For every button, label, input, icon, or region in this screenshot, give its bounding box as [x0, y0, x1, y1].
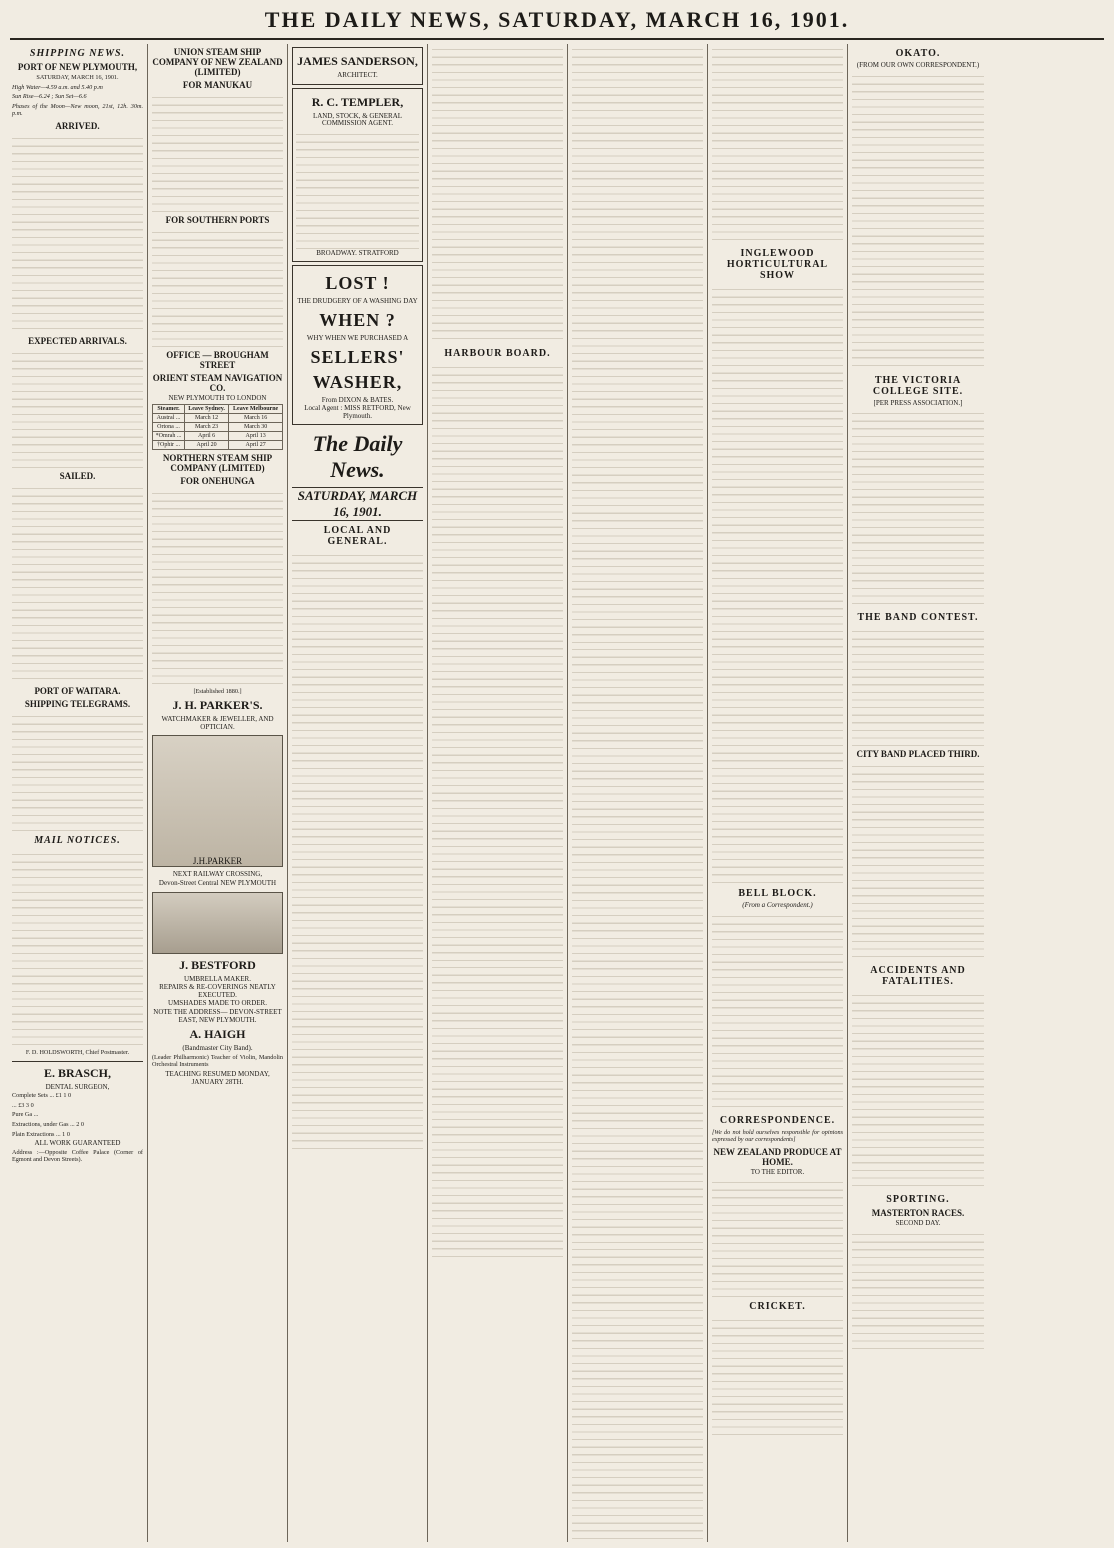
accidents-text: [852, 990, 984, 1190]
onehunga-text: [152, 488, 283, 688]
templer-name: R. C. TEMPLER,: [311, 94, 404, 109]
brasch-note: ALL WORK GUARANTEED: [34, 1139, 121, 1148]
okato-text: [852, 71, 984, 371]
templer-ad: [292, 88, 423, 263]
southern-heading: FOR SOUTHERN PORTS: [165, 215, 270, 225]
table-header: Leave Sydney.: [184, 404, 228, 413]
harbour-text-col5: [572, 44, 703, 644]
port-heading: PORT OF NEW PLYMOUTH,: [17, 62, 138, 72]
inglewood-heading: INGLEWOOD HORTICULTURAL SHOW: [726, 248, 829, 281]
to-editor: TO THE EDITOR.: [750, 1167, 805, 1176]
umbrella-illustration: [152, 892, 283, 954]
washer-from: From DIXON & BATES.: [321, 395, 394, 404]
bell-block-heading: BELL BLOCK.: [738, 888, 817, 899]
harbour-text: [432, 362, 563, 962]
orient-heading: ORIENT STEAM NAVIGATION CO.: [152, 373, 283, 393]
templer-text: [296, 129, 419, 249]
daily-news-logo: The Daily News.: [312, 431, 403, 483]
haigh-text: (Leader Philharmonic) Teacher of Violin, Mandolin Orchestral Instruments: [152, 1053, 283, 1069]
correspondence-heading: CORRESPONDENCE.: [719, 1114, 836, 1126]
washer-heading: WASHER,: [312, 371, 403, 392]
washer-ad: [292, 265, 423, 425]
parker-sub: WATCHMAKER & JEWELLER, AND OPTICIAN.: [161, 715, 274, 731]
column-harbour-cont: [568, 44, 708, 1542]
bell-block-sub: (From a Correspondent.): [742, 901, 813, 909]
when-heading: WHEN ?: [319, 309, 396, 330]
expected-heading: EXPECTED ARRIVALS.: [28, 335, 127, 346]
table-header: Steamer.: [153, 404, 185, 413]
brasch-name: E. BRASCH,: [43, 1065, 111, 1080]
bestford-sub: UMBRELLA MAKER.: [184, 974, 251, 983]
local-general-heading: LOCAL AND GENERAL.: [323, 525, 392, 548]
bestford-line: REPAIRS & RE-COVERINGS NEATLY EXECUTED.: [159, 983, 276, 999]
city-band-text: [852, 761, 984, 961]
washer-agent: Local Agent : MISS RETFORD, New Plymouth.: [304, 404, 411, 420]
why-text: WHY WHEN WE PURCHASED A: [306, 333, 409, 342]
templer-sub: LAND, STOCK, & GENERAL COMMISSION AGENT.: [312, 111, 403, 128]
column-harbour: [428, 44, 568, 1542]
brasch-row: Complete Sets ... £1 1 0: [12, 1092, 72, 1100]
waitara-heading: PORT OF WAITARA.: [34, 685, 121, 696]
parker-address: Devon-Street Central NEW PLYMOUTH: [158, 878, 277, 887]
onehunga-heading: FOR ONEHUNGA: [180, 475, 255, 486]
mail-text: [12, 849, 143, 1049]
postmaster: F. D. HOLDSWORTH, Chief Postmaster.: [25, 1048, 130, 1056]
second-day: SECOND DAY.: [895, 1219, 941, 1228]
table-row: *Omrah ... April 6 April 13: [153, 431, 283, 440]
table-row: Austral ... March 12 March 16: [153, 413, 283, 422]
telegrams-text: [12, 711, 143, 831]
sporting-heading: SPORTING.: [886, 1194, 950, 1206]
sanderson-ad: [292, 47, 423, 85]
sailed-heading: SAILED.: [59, 470, 96, 481]
band-text: [852, 626, 984, 746]
orient-sub: NEW PLYMOUTH TO LONDON: [168, 394, 267, 402]
brasch-row: Pure Ga ...: [12, 1111, 39, 1119]
victoria-text: [852, 408, 984, 608]
sanderson-sub: ARCHITECT.: [337, 71, 378, 79]
parker-name: J. H. PARKER'S.: [172, 698, 263, 713]
correspondence-note: [We do not hold ourselves responsible for opinions expressed by our correspondents]: [712, 1128, 843, 1144]
shop-sign: J.H.PARKER: [192, 856, 243, 867]
haigh-resume: TEACHING RESUMED MONDAY, JANUARY 28TH.: [165, 1069, 270, 1086]
lost-heading: LOST !: [325, 273, 390, 294]
drudgery: THE DRUDGERY OF A WASHING DAY: [297, 297, 418, 306]
table-row: †Ophir ... April 20 April 27: [153, 440, 283, 449]
bestford-line: UMSHADES MADE TO ORDER.: [168, 999, 267, 1008]
sailed-text: [12, 483, 143, 683]
brasch-row: Extractions, under Gas ... 2 0: [12, 1120, 84, 1128]
harbour-text-cont: [432, 962, 563, 1262]
harbour-text-col5c: [572, 1244, 703, 1542]
article-text: [432, 44, 563, 344]
article-text: [712, 44, 843, 244]
southern-text: [152, 227, 283, 347]
sellers-heading: SELLERS': [310, 346, 405, 367]
page-columns: [8, 44, 1106, 1542]
harbour-text-col5b: [572, 644, 703, 1244]
brasch-row: Plain Extractions ... 1 0: [12, 1130, 70, 1138]
harbour-heading: HARBOUR BOARD.: [444, 348, 551, 359]
masthead-title: THE DAILY NEWS, SATURDAY, MARCH 16, 1901.: [264, 7, 850, 32]
orient-table: [152, 404, 283, 450]
accidents-heading: ACCIDENTS AND FATALITIES.: [870, 965, 966, 988]
parker-location: NEXT RAILWAY CROSSING,: [172, 870, 263, 879]
cricket-heading: CRICKET.: [749, 1301, 806, 1313]
inglewood-text: [712, 284, 843, 884]
table-row: Ortona ... March 23 March 30: [153, 422, 283, 431]
sun-times: Sun Rise—6.24 ; Sun Set—6.6: [12, 93, 87, 101]
okato-sub: (FROM OUR OWN CORRESPONDENT.): [856, 61, 980, 69]
city-band-heading: CITY BAND PLACED THIRD.: [856, 749, 980, 760]
broadway: BROADWAY. STRATFORD: [316, 248, 399, 257]
moon-phase: Phases of the Moon—New moon, 21st, 12h. 30m. p.m.: [12, 102, 143, 118]
haigh-name: A. HAIGH: [189, 1027, 246, 1042]
local-general-text: [292, 550, 423, 1150]
column-telegrams: [848, 44, 988, 1542]
telegrams-heading: SHIPPING TELEGRAMS.: [24, 698, 131, 709]
column-shipping: [8, 44, 148, 1542]
column-ads-editorial: [288, 44, 428, 1542]
expected-text: [12, 348, 143, 468]
union-company: UNION STEAM SHIP COMPANY OF NEW ZEALAND (LIMITED): [152, 47, 283, 77]
editorial-date: SATURDAY, MARCH 16, 1901.: [292, 487, 423, 521]
okato-heading: OKATO.: [895, 48, 941, 59]
cricket-text: [712, 1315, 843, 1435]
port-date: SATURDAY, MARCH 16, 1901.: [36, 74, 119, 81]
masthead-rule: [10, 38, 1104, 40]
divider: [12, 1061, 143, 1062]
bestford-name: J. BESTFORD: [179, 957, 256, 972]
northern-heading: NORTHERN STEAM SHIP COMPANY (LIMITED): [162, 452, 273, 473]
table-header: Leave Melbourne: [229, 404, 283, 413]
shop-illustration: [152, 735, 283, 867]
column-district-news: [708, 44, 848, 1542]
sporting-text: [852, 1229, 984, 1349]
sanderson-name: JAMES SANDERSON,: [297, 54, 418, 68]
high-water: High Water—4.59 a.m. and 5.40 p.m: [12, 83, 103, 91]
bell-block-text: [712, 911, 843, 1111]
produce-text: [712, 1177, 843, 1297]
band-heading: THE BAND CONTEST.: [857, 612, 979, 624]
arrived-text: [12, 133, 143, 333]
arrived-heading: ARRIVED.: [55, 120, 100, 131]
shipping-heading: SHIPPING NEWS.: [29, 48, 126, 59]
haigh-sub: (Bandmaster City Band).: [182, 1044, 253, 1053]
press-tag: [PER PRESS ASSOCIATION.]: [873, 398, 963, 407]
nz-produce-heading: NEW ZEALAND PRODUCE AT HOME.: [713, 1146, 842, 1167]
bestford-line: NOTE THE ADDRESS— DEVON-STREET EAST, NEW PLYMOUTH.: [153, 1007, 282, 1024]
brasch-row: ... £3 3 0: [12, 1101, 34, 1109]
mail-heading: MAIL NOTICES.: [34, 834, 121, 846]
office-heading: OFFICE — BROUGHAM STREET: [166, 350, 269, 370]
brasch-address: Address :—Opposite Coffee Palace (Corner of Egmont and Devon Streets).: [12, 1148, 143, 1164]
masterton-heading: MASTERTON RACES.: [871, 1208, 965, 1219]
established: [Established 1880.]: [193, 687, 242, 695]
column-advertisements: [148, 44, 288, 1542]
manukau-text: [152, 92, 283, 212]
manukau-heading: FOR MANUKAU: [182, 80, 253, 90]
victoria-heading: THE VICTORIA COLLEGE SITE.: [872, 374, 964, 397]
brasch-sub: DENTAL SURGEON,: [45, 1082, 110, 1091]
